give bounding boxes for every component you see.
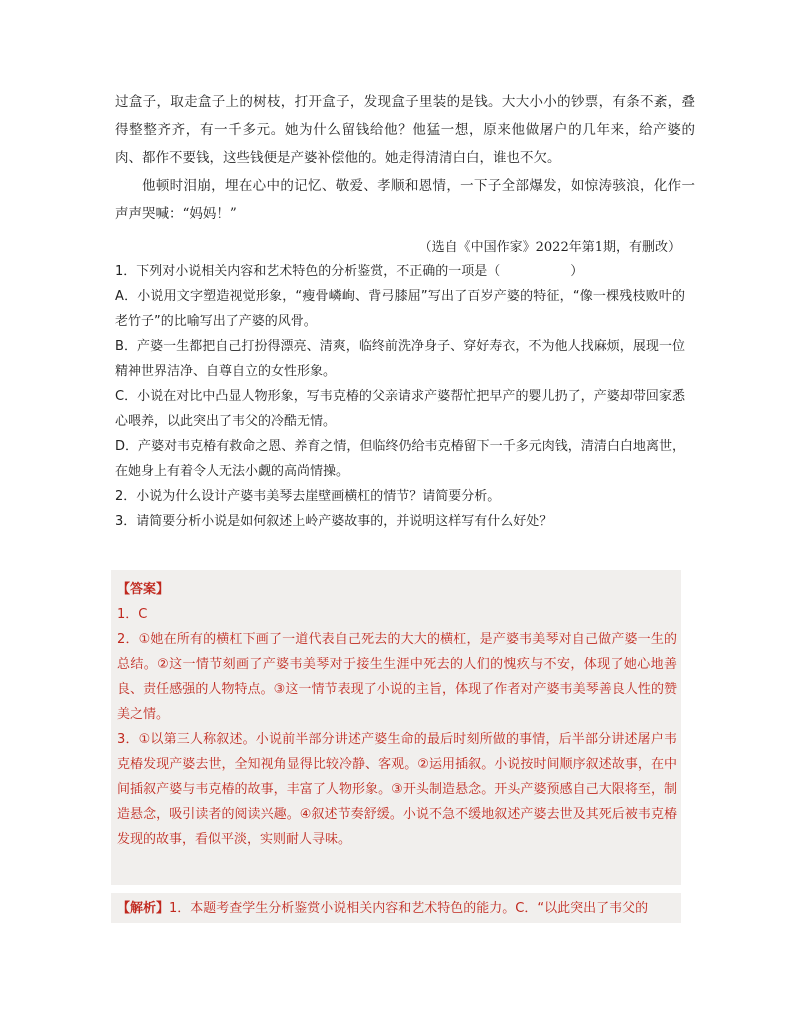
answer-heading: 【答案】 <box>117 582 170 597</box>
answer-box <box>111 570 681 885</box>
question-section <box>115 259 685 534</box>
option-d: D．产婆对韦克椿有救命之恩、养育之情，但临终仍给韦克椿留下一千多元肉钱，清清白白地离世，在她身上有着令人无法小觑的高尚情操。 <box>115 439 685 479</box>
excerpt-paragraph: 他顿时泪崩，埋在心中的记忆、敬爱、孝顺和恩情，一下子全部爆发，如惊涛骇浪，化作一声声哭喊：“妈妈！” <box>115 178 695 222</box>
answer-2: 2．①她在所有的横杠下画了一道代表自己死去的大大的横杠，是产婆韦美琴对自己做产婆一生的总结。②这一情节刻画了产婆韦美琴对于接生生涯中死去的人们的愧疚与不安，体现了她心地善良、责任感强的人物特点。③这一情节表现了小说的主旨，体现了作者对产婆韦美琴善良人性的赞美之情。 <box>117 632 677 722</box>
novel-excerpt <box>115 88 695 228</box>
analysis-content <box>117 896 679 921</box>
answer-content <box>117 577 677 852</box>
question-1-stem: 1．下列对小说相关内容和艺术特色的分析鉴赏，不正确的一项是（ <box>115 264 501 279</box>
analysis-text: 1．本题考查学生分析鉴赏小说相关内容和艺术特色的能力。C．“以此突出了韦父的 <box>169 901 649 916</box>
analysis-box <box>111 893 681 923</box>
question-2: 2．小说为什么设计产婆韦美琴去崖壁画横杠的情节？请简要分析。 <box>115 489 501 504</box>
question-1-close: ） <box>570 264 584 279</box>
excerpt-paragraph: 过盒子，取走盒子上的树枝，打开盒子，发现盒子里装的是钱。大大小小的钞票，有条不紊，叠得整整齐齐，有一千多元。她为什么留钱给他？他猛一想，原来他做屠户的几年来，给产婆的肉、都作不要钱，这些钱便是产婆补偿他的。她走得清清白白，谁也不欠。 <box>115 94 695 166</box>
option-c: C．小说在对比中凸显人物形象，写韦克椿的父亲请求产婆帮忙把早产的婴儿扔了，产婆却带回家悉心喂养，以此突出了韦父的冷酷无情。 <box>115 389 685 429</box>
excerpt-source: （选自《中国作家》2022年第1期，有删改） <box>418 240 681 255</box>
question-1 <box>115 259 685 284</box>
analysis-heading: 【解析】 <box>117 901 170 916</box>
answer-3: 3．①以第三人称叙述。小说前半部分讲述产婆生命的最后时刻所做的事情，后半部分讲述屠户韦克椿发现产婆去世，全知视角显得比较冷静、客观。②运用插叙。小说按时间顺序叙述故事，在中间插叙产婆与韦克椿的故事，丰富了人物形象。③开头制造悬念。开头产婆预感自己大限将至，制造悬念，吸引读者的阅读兴趣。④叙述节奏舒缓。小说不急不缓地叙述产婆去世及其死后被韦克椿发现的故事，看似平淡，实则耐人寻味。 <box>117 732 677 847</box>
question-3: 3．请简要分析小说是如何叙述上岭产婆故事的，并说明这样写有什么好处？ <box>115 514 553 529</box>
answer-1: 1．C <box>117 607 148 622</box>
option-b: B．产婆一生都把自己打扮得漂亮、清爽，临终前洗净身子、穿好寿衣，不为他人找麻烦，展现一位精神世界洁净、自尊自立的女性形象。 <box>115 339 685 379</box>
option-a: A．小说用文字塑造视觉形象，“瘦骨嶙峋、背弓膝屈”写出了百岁产婆的特征，“像一棵残枝败叶的老竹子”的比喻写出了产婆的风骨。 <box>115 289 685 329</box>
